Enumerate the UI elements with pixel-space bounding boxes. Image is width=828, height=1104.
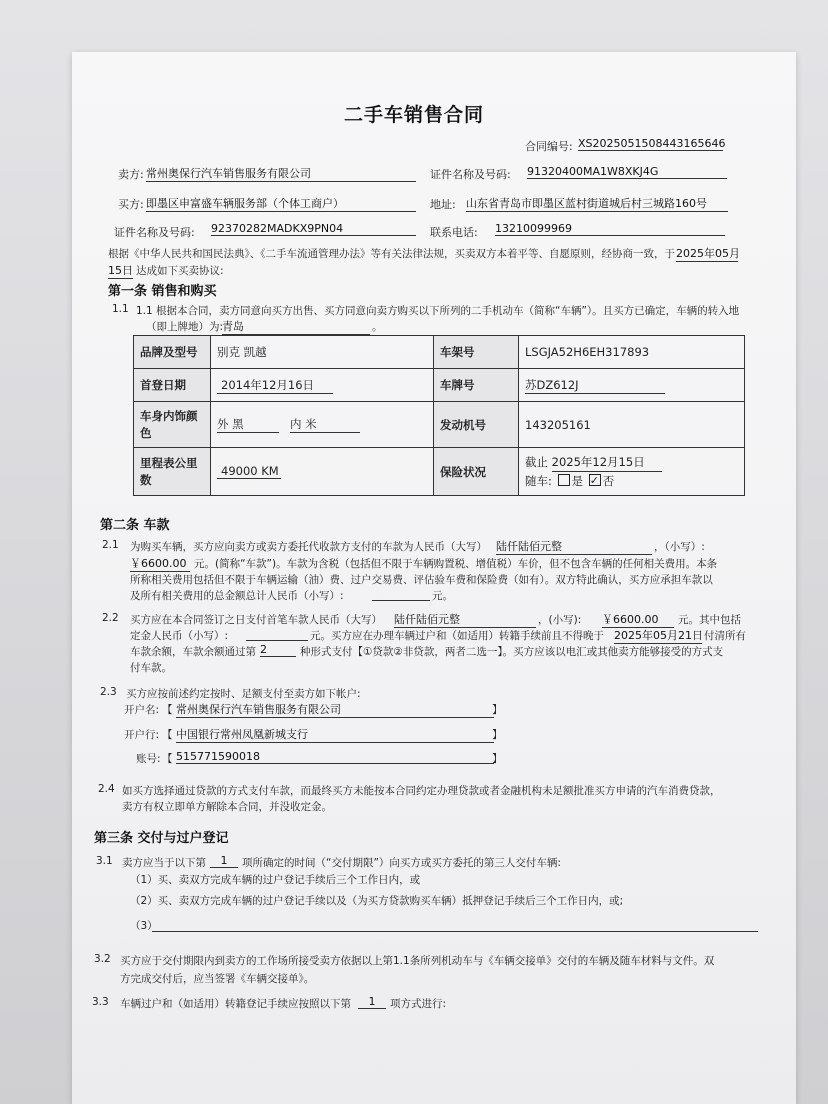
table-row (134, 369, 745, 402)
clause-3-2-number: 3.2 (94, 953, 111, 965)
clause-2-2-date: 2025年05月21日 (614, 629, 703, 642)
clause-2-2-line-3a: 车款余额，车款余额通过第 (130, 646, 256, 658)
brand-value: 别克 凯越 (211, 336, 434, 369)
color-exterior-value: 黑 (232, 417, 244, 431)
reg-date-label: 首登日期 (134, 369, 211, 402)
clause-2-1-amount-cn: 陆仟陆佰元整 (496, 538, 652, 555)
clause-3-1-line-1a: 卖方应当于以下第 (122, 857, 206, 869)
option-3-blank (152, 931, 758, 932)
color-interior-value: 米 (305, 417, 317, 431)
article-2-title: 第二条 车款 (100, 518, 170, 533)
clause-2-2-line-1c: 元。其中包括 (678, 614, 741, 626)
clause-2-3-line-1: 买方应按前述约定按时、足额支付至卖方如下帐户: (126, 688, 361, 700)
plate-cell (519, 369, 745, 402)
seller-name: 常州奥保行汽车销售服务有限公司 (146, 165, 416, 182)
bracket-open: 【 (162, 729, 173, 741)
table-row (134, 336, 745, 369)
insurance-cell (519, 448, 745, 496)
deposit-blank (246, 640, 308, 641)
article-1-title: 第一条 销售和购买 (108, 284, 217, 299)
insurance-label: 保险状况 (434, 448, 519, 496)
account-name: 常州奥保行汽车销售服务有限公司 (176, 701, 494, 718)
odometer-label-b: 数 (140, 472, 152, 487)
address-label: 地址: (430, 198, 456, 211)
plate-label: 车牌号 (434, 369, 519, 402)
vehicle-table (133, 335, 745, 496)
clause-2-1-line-1b: ，（小写）: (654, 541, 705, 553)
clause-2-1-line-1: 为购买车辆，买方应向卖方或卖方委托代收款方支付的车款为人民币（大写） (130, 541, 487, 553)
clause-2-1-amount: ￥6600.00 (130, 555, 190, 572)
clause-2-2-line-2a: 定金人民币（小写）: (130, 630, 229, 642)
clause-2-2-line-3b: 种形式支付【①贷款②非贷款，两者二选一】。买方应该以电汇或其他卖方能够接受的方式支 (300, 646, 724, 658)
checkbox-yes[interactable] (558, 474, 570, 486)
preamble-date-b: 15日 (108, 264, 133, 277)
bracket-close: 】 (492, 704, 503, 716)
clause-3-1-number: 3.1 (96, 855, 113, 867)
clause-2-1-line-4: 及所有相关费用的总金额总计人民币（小写）: (130, 590, 344, 602)
clause-1-1-text-2: （即上牌地）为: (146, 321, 224, 333)
account-name-label: 开户名: (124, 704, 160, 716)
clause-1-1-text: 1.1 根据本合同，卖方同意向买方出售、买方同意向卖方购买以下所列的二手机动车（简称“车辆”）。且买方已确定，车辆的转入地 (136, 305, 740, 317)
clause-2-2-line-2b: 元。买方应在办理车辆过户和（如适用）转籍手续前且不得晚于 (310, 630, 604, 642)
odometer-cell (211, 448, 434, 496)
reg-date-cell (211, 369, 434, 402)
contract-no-label: 合同编号: (525, 140, 573, 153)
clause-3-1-option-1: （1）买、卖双方完成车辆的过户登记手续后三个工作日内，或 (130, 874, 421, 886)
clause-2-2-line-1b: ，(小写): (538, 614, 582, 626)
clause-2-1-line-3: 所称相关费用包括但不限于车辆运输（油）费、过户交易费、评估验车费和保险费（如有）。双方特此确认，买方应承担车款以 (130, 574, 713, 586)
color-cell (211, 402, 434, 448)
clause-3-1-line-1b: 项所确定的时间（“交付期限”）向买方或买方委托的第三人交付车辆: (242, 857, 561, 869)
clause-2-2-amount-cn: 陆仟陆佰元整 (394, 611, 536, 628)
clause-2-1-line-2: 元。(简称“车款”)。车款为含税（包括但不限于车辆购置税、增值税）车价，但不包含车辆的任何相关费用。本条 (194, 558, 718, 570)
clause-2-2-amount: ￥6600.00 (602, 611, 674, 628)
clause-2-2-line-4: 付车款。 (130, 662, 172, 674)
color-label-cell (134, 402, 211, 448)
account-no-label: 账号: (136, 753, 161, 765)
brand-label: 品牌及型号 (134, 336, 211, 369)
registration-place: 青岛 (222, 318, 370, 335)
table-row (134, 448, 745, 496)
clause-3-3-choice: 1 (358, 995, 386, 1009)
clause-1-1-end: 。 (372, 321, 383, 333)
checkbox-no-label: 否 (602, 474, 615, 488)
account-bank: 中国银行常州凤凰新城支行 (176, 726, 494, 743)
clause-1-1-number: 1.1 (112, 303, 129, 315)
clause-3-3-line-1a: 车辆过户和（如适用）转籍登记手续应按照以下第 (120, 998, 351, 1010)
bracket-open: 【 (162, 704, 173, 716)
preamble-line-2: 达成如下买卖协议: (136, 265, 224, 277)
buyer-id-label: 证件名称及号码: (114, 226, 195, 239)
color-exterior-label: 外 (217, 417, 229, 431)
buyer-id: 92370282MADKX9PN04 (211, 222, 416, 236)
color-label-b: 色 (140, 425, 152, 440)
account-bank-label: 开户行: (124, 729, 160, 741)
checkbox-no-checked[interactable] (589, 474, 601, 486)
clause-3-1-option-3: （3） (130, 920, 158, 932)
insurance-until-date: 2025年12月15日 (552, 453, 662, 472)
buyer-address: 山东省青岛市即墨区蓝村街道城后村三城路160号 (466, 195, 728, 212)
vin-label: 车架号 (434, 336, 519, 369)
buyer-label: 买方: (118, 198, 144, 211)
clause-3-2-line-2: 方完成交付后，应当签署《车辆交接单》。 (120, 973, 315, 985)
clause-2-4-line-1: 如买方选择通过贷款的方式支付车款，而最终买方未能按本合同约定办理贷款或者金融机构未足额批准买方申请的汽车消费贷款， (122, 785, 721, 797)
clause-2-4-number: 2.4 (98, 783, 115, 795)
seller-id-label: 证件名称及号码: (430, 168, 511, 181)
clause-2-1-line-4-end: 元。 (432, 590, 453, 602)
clause-2-4-line-2: 卖方有权立即单方解除本合同，并没收定金。 (122, 801, 332, 813)
color-label-a: 车身内饰颜 (140, 408, 198, 423)
clause-2-2-line-2c: 付清所有 (704, 630, 746, 642)
engine-label: 发动机号 (434, 402, 519, 448)
clause-3-1-choice: 1 (210, 854, 238, 868)
color-interior (290, 416, 360, 433)
bracket-close: 】 (492, 753, 503, 765)
clause-2-3-number: 2.3 (100, 686, 117, 698)
seller-label: 卖方: (118, 168, 144, 181)
clause-2-2-line-1: 买方应在本合同签订之日支付首笔车款人民币（大写） (130, 614, 382, 626)
vin-value: LSGJA52H6EH317893 (519, 336, 745, 369)
bracket-open: 【 (162, 753, 173, 765)
buyer-name: 即墨区申富盛车辆服务部（个体工商户） (146, 195, 416, 212)
preamble-line-1: 根据《中华人民共和国民法典》、《二手车流通管理办法》等有关法律法规，买卖双方本着平等、自愿原则，经协商一致，于 (108, 248, 675, 260)
engine-value: 143205161 (519, 402, 745, 448)
clause-3-1-option-2: （2）买、卖双方完成车辆的过户登记手续以及（为买方贷款购买车辆）抵押登记手续后三个工作日内，或; (130, 895, 624, 907)
clause-2-2-choice: 2 (260, 643, 296, 657)
total-amount-blank (372, 600, 430, 601)
odometer-label-cell (134, 448, 211, 496)
article-3-title: 第三条 交付与过户登记 (94, 831, 229, 846)
color-exterior (217, 416, 279, 433)
phone-label: 联系电话: (430, 226, 478, 239)
buyer-phone: 13210099969 (495, 222, 725, 236)
account-number: 515771590018 (176, 750, 494, 764)
clause-3-3-number: 3.3 (92, 996, 109, 1008)
insurance-follow-label: 随车: (525, 474, 552, 488)
plate-value: 苏DZ612J (525, 377, 665, 394)
clause-3-2-line-1: 买方应于交付期限内到卖方的工作场所接受卖方依据以上第1.1条所列机动车与《车辆交接单》交付的车辆及随车材料与文件。双 (120, 955, 715, 967)
odometer-label-a: 里程表公里 (140, 455, 198, 470)
checkbox-yes-label: 是 (571, 474, 584, 488)
odometer-value: 49000 KM (217, 464, 281, 479)
color-interior-label: 内 (289, 417, 302, 431)
insurance-until-label: 截止 (525, 455, 548, 469)
clause-3-3-line-1b: 项方式进行: (390, 998, 447, 1010)
reg-date-value: 2014年12月16日 (217, 377, 333, 394)
clause-2-2-number: 2.2 (102, 612, 119, 624)
bracket-close: 】 (492, 729, 503, 741)
clause-2-1-number: 2.1 (102, 539, 119, 551)
contract-no: XS2025051508443165646 (578, 137, 726, 150)
page-title: 二手车销售合同 (344, 104, 485, 126)
table-row (134, 402, 745, 448)
preamble-date-a: 2025年05月 (676, 247, 740, 260)
seller-id: 91320400MA1W8XKJ4G (527, 165, 727, 179)
